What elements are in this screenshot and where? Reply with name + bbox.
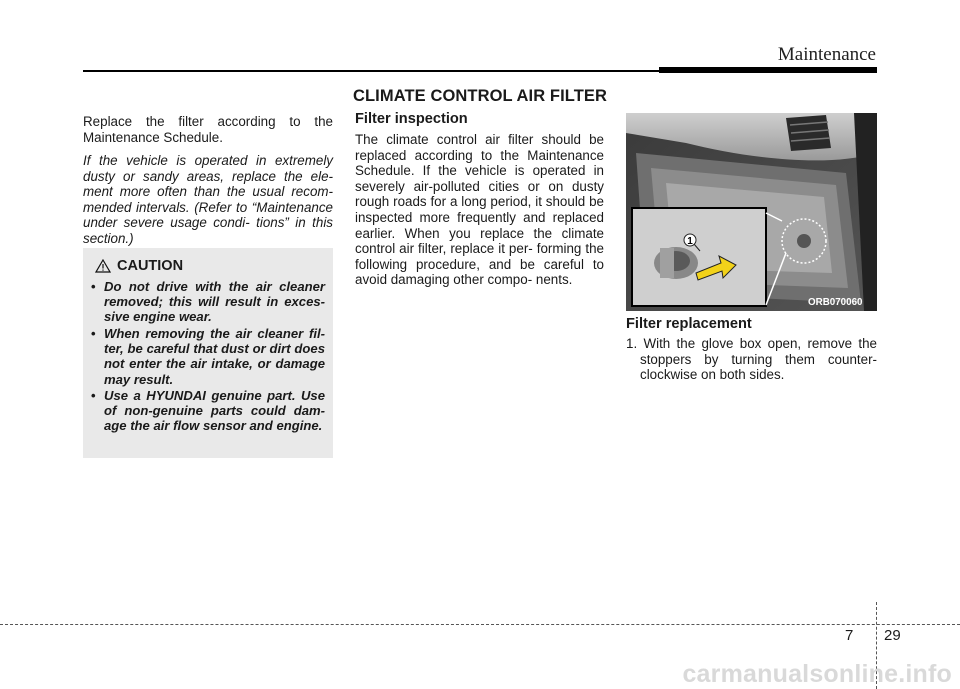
caution-box <box>83 248 333 458</box>
figure-code: ORB070060 <box>808 297 863 308</box>
caution-heading <box>95 258 183 274</box>
filter-replacement-heading: Filter replacement <box>626 316 752 332</box>
page-number: 29 <box>884 627 901 644</box>
filter-inspection-body: The climate control air filter should be replaced according to the Maintenance Schedule. If the vehicle is operated in severely air-polluted cities or on dusty rough roads for a long period, it should be inspected more frequently and replaced earlier. When you replace the climate control air filter, replace it per- forming the following procedure, and be careful to avoid damaging other compo- nents. <box>355 132 604 288</box>
caution-heading-label: CAUTION <box>117 258 184 274</box>
callout-number: 1 <box>687 236 693 247</box>
caution-item: • Do not drive with the air cleaner removed; this will result in exces- sive engine wear. <box>91 279 325 325</box>
glove-box-figure <box>626 113 877 311</box>
caution-item: • When removing the air cleaner fil- ter, be careful that dust or dirt does not enter the air intake, or damage may result. <box>91 326 325 387</box>
footer-rule <box>0 624 960 625</box>
caution-item: • Use a HYUNDAI genuine part. Use of non-genuine parts could dam- age the air flow sensor and engine. <box>91 388 325 434</box>
intro-paragraph: Replace the filter according to the Maintenance Schedule. <box>83 114 333 145</box>
warning-triangle-icon <box>95 259 111 273</box>
page-title: CLIMATE CONTROL AIR FILTER <box>352 87 608 105</box>
section-title: Maintenance <box>777 44 876 65</box>
header-rule-accent <box>659 67 877 73</box>
filter-replacement-step <box>626 336 877 383</box>
chapter-number: 7 <box>845 627 854 644</box>
step-text: 1. With the glove box open, remove the stoppers by turning them counter- clockwise on both sides. <box>626 336 877 383</box>
header-rule <box>83 70 659 72</box>
watermark-text: carmanualsonline.info <box>682 660 952 688</box>
filter-inspection-heading: Filter inspection <box>355 111 468 127</box>
severe-usage-note: If the vehicle is operated in extremely dusty or sandy areas, replace the ele- ment more often than the usual recom- mended intervals. (Refer to “Maintenance under severe usage condi- tions” in this section.) <box>83 153 333 246</box>
